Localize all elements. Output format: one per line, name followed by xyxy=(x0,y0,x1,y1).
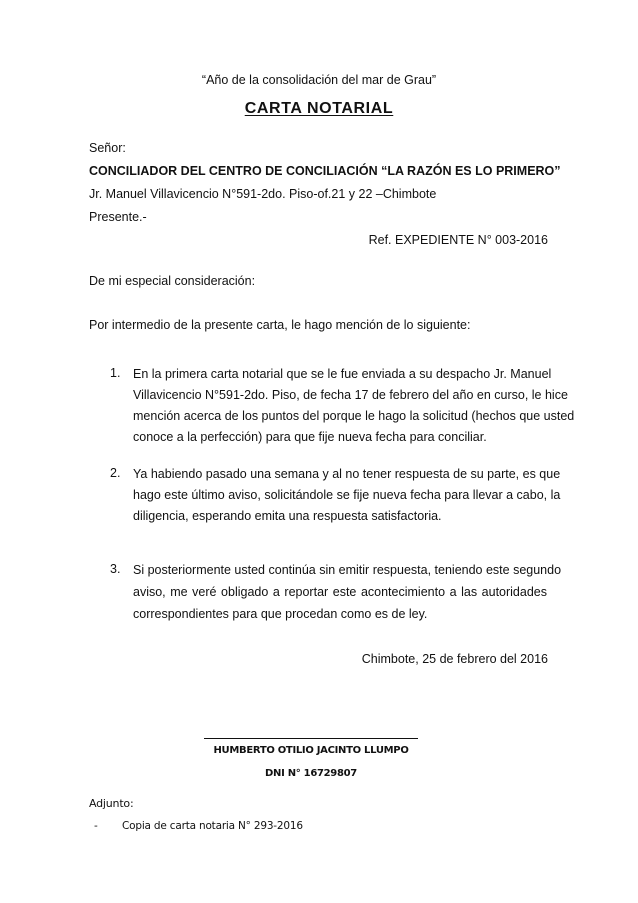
presente: Presente.- xyxy=(89,210,147,224)
document-title xyxy=(0,100,638,118)
signatory-name: HUMBERTO OTILIO JACINTO LLUMPO xyxy=(213,745,409,756)
greeting: De mi especial consideración: xyxy=(89,274,256,288)
salutation: Señor: xyxy=(89,141,126,155)
list-line: aviso, me veré obligado a reportar este acontecimiento a las autoridades xyxy=(133,585,547,599)
list-line: En la primera carta notarial que se le fue enviada a su despacho Jr. Manuel xyxy=(133,367,552,381)
recipient: CONCILIADOR DEL CENTRO DE CONCILIACIÓN “LA RAZÓN ES LO PRIMERO” xyxy=(89,164,561,178)
list-line: diligencia, esperando emita una respuesta satisfactoria. xyxy=(133,509,442,523)
list-line: conoce a la perfección) para que fije nueva fecha para conciliar. xyxy=(133,430,487,444)
recipient-address: Jr. Manuel Villavicencio N°591-2do. Piso-of.21 y 22 –Chimbote xyxy=(89,187,437,201)
place-and-date: Chimbote, 25 de febrero del 2016 xyxy=(361,652,548,666)
reference-number: Ref. EXPEDIENTE N° 003-2016 xyxy=(368,233,548,247)
signatory-dni: DNI N° 16729807 xyxy=(265,768,357,779)
list-line: Villavicencio N°591-2do. Piso, de fecha 17 de febrero del año en curso, le hice xyxy=(133,388,568,402)
signature-line xyxy=(204,738,418,739)
attachment-dash: - xyxy=(94,820,98,832)
list-number: 2. xyxy=(110,466,121,480)
list-line: mención acerca de los puntos del porque le hago la solicitud (hechos que usted xyxy=(133,409,575,423)
list-number: 3. xyxy=(110,562,121,576)
attachment-text: Copia de carta notaria N° 293-2016 xyxy=(122,820,303,832)
year-motto: “Año de la consolidación del mar de Grau” xyxy=(201,73,437,87)
list-number: 1. xyxy=(110,366,121,380)
intro-paragraph: Por intermedio de la presente carta, le hago mención de lo siguiente: xyxy=(89,318,471,332)
list-line: hago este último aviso, solicitándole se fije nueva fecha para llevar a cabo, la xyxy=(133,488,561,502)
attachments-label: Adjunto: xyxy=(89,797,134,810)
list-line: Ya habiendo pasado una semana y al no tener respuesta de su parte, es que xyxy=(133,467,561,481)
document-title-text: CARTA NOTARIAL xyxy=(244,100,394,117)
list-line: correspondientes para que procedan como es de ley. xyxy=(133,607,428,621)
list-line: Si posteriormente usted continúa sin emitir respuesta, teniendo este segundo xyxy=(133,563,562,577)
